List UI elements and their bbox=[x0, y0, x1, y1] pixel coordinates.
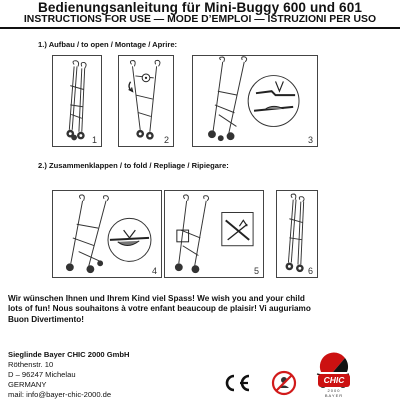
greeting-message bbox=[8, 294, 392, 325]
document-subtitle: INSTRUCTIONS FOR USE — MODE D’EMPLOI — ISTRUZIONI PER USO bbox=[23, 14, 377, 25]
country: GERMANY bbox=[8, 380, 47, 389]
step-5-figure bbox=[164, 190, 264, 278]
section-fold-heading: 2.) Zusammenklappen / to fold / Repliage / Ripiegare: bbox=[38, 161, 229, 170]
folded-result-illustration bbox=[277, 191, 317, 277]
step-number: 5 bbox=[253, 266, 259, 276]
step-4-figure bbox=[52, 190, 162, 278]
unfolding-buggy-illustration bbox=[119, 56, 173, 146]
age-warning-icon bbox=[271, 370, 297, 396]
step-3-figure bbox=[192, 55, 318, 147]
greeting-line: Wir wünschen Ihnen und Ihrem Kind viel Spass! We wish you and your child bbox=[8, 294, 305, 303]
step-2-figure bbox=[118, 55, 174, 147]
open-buggy-lock-detail-illustration bbox=[193, 56, 317, 146]
step-number: 6 bbox=[307, 266, 313, 276]
step-number: 4 bbox=[151, 266, 157, 276]
greeting-line: Buon Divertimento! bbox=[8, 314, 84, 324]
street: Röthenstr. 10 bbox=[8, 360, 54, 369]
email: mail: info@bayer-chic-2000.de bbox=[8, 390, 112, 399]
company-name: Sieglinde Bayer CHIC 2000 GmbH bbox=[8, 350, 130, 359]
release-lock-illustration bbox=[53, 191, 161, 277]
step-1-figure bbox=[52, 55, 102, 147]
chic-logo-text: CHIC bbox=[318, 374, 350, 387]
title-rule bbox=[0, 27, 400, 29]
step-number: 3 bbox=[307, 135, 313, 145]
chic-logo-subtext: 2000 BAYER bbox=[324, 388, 344, 398]
step-number: 2 bbox=[163, 135, 169, 145]
city: D – 96247 Michelau bbox=[8, 370, 76, 379]
section-open-heading: 1.) Aufbau / to open / Montage / Aprire: bbox=[38, 40, 178, 49]
step-number: 1 bbox=[91, 135, 97, 145]
document-title: Bedienungsanleitung für Mini-Buggy 600 und 601 bbox=[37, 0, 363, 15]
step-6-figure bbox=[276, 190, 318, 278]
ce-mark-icon bbox=[222, 373, 252, 393]
manufacturer-address bbox=[8, 350, 130, 400]
fold-hinge-illustration bbox=[165, 191, 263, 277]
folded-buggy-illustration bbox=[53, 56, 101, 146]
greeting-line: lots of fun! Nous souhaitons à votre enfant beaucoup de plaisir! Vi auguriamo bbox=[8, 304, 311, 314]
